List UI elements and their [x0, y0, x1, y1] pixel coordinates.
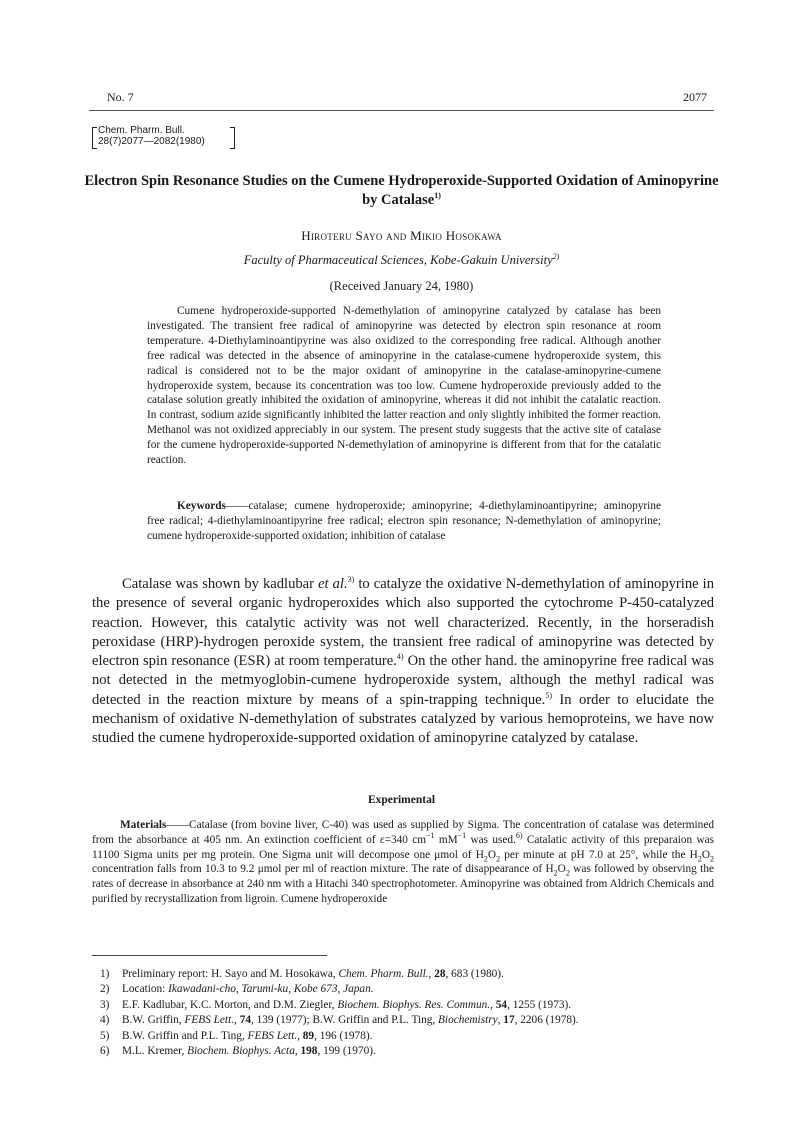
materials-ref-6: 6): [515, 831, 523, 841]
footnote-rest: , 196 (1978).: [314, 1029, 373, 1042]
footnote-volume-2: 17: [503, 1014, 515, 1027]
footnote-item: 1) Preliminary report: H. Sayo and M. Hosokawa, Chem. Pharm. Bull., 28, 683 (1980).: [100, 967, 579, 982]
footnote-number: 5): [100, 1029, 110, 1042]
footnote-item: 3) E.F. Kadlubar, K.C. Morton, and D.M. Ziegler, Biochem. Biophys. Res. Commun., 54, 1255 (1973).: [100, 998, 579, 1013]
footnote-number: 3): [100, 998, 110, 1011]
materials-paragraph: [92, 818, 714, 907]
footnote-volume: 198: [300, 1045, 318, 1058]
intro-text-3: On the other hand. the aminopyrine free radical was not detected in the metmyoglobin-cumene hydroperoxide system, although the methyl radical was detected in the reaction mixture by means of a spin-trapping technique.: [92, 653, 714, 708]
citation-bracket-right: [230, 127, 235, 149]
footnote-item: [100, 982, 579, 997]
footnote-item: 4) B.W. Griffin, FEBS Lett., 74, 139 (1977); B.W. Griffin and P.L. Ting, Biochemistry, 17, 2206 (1978).: [100, 1013, 579, 1028]
materials-text-1: ——Catalase (from bovine liver, C-40) was used as supplied by Sigma. The concentration of catalase was determined from the absorbance at 405 nm. An extinction coefficient of ε=340 cm: [92, 819, 714, 846]
footnote-item: 5) B.W. Griffin and P.L. Ting, FEBS Lett., 89, 196 (1978).: [100, 1029, 579, 1044]
materials-text-4: Catalatic activity of this preparaion was 11100 Sigma units per mg protein. One Sigma unit will decompose one μmol of H: [92, 833, 715, 861]
intro-ref-4: 4): [396, 652, 404, 662]
footnote-authors: M.L. Kremer,: [122, 1045, 188, 1058]
footnote-journal: FEBS Lett.: [247, 1029, 298, 1042]
journal-citation: [92, 125, 205, 147]
footnote-number: 1): [100, 968, 110, 980]
citation-bracket-left: [92, 127, 97, 149]
materials-sub-2: 2: [496, 853, 501, 863]
materials-sub-4: 2: [710, 853, 714, 863]
footnote-authors: Location:: [122, 983, 169, 996]
materials-label: Materials: [120, 819, 167, 831]
authors: Hiroteru Sayo and Mikio Hosokawa: [301, 228, 502, 243]
issue-number: No. 7: [107, 90, 134, 104]
materials-sub-5: 2: [553, 868, 558, 878]
citation-ref: 28(7)2077—2082(1980): [98, 136, 205, 147]
materials-text-2: mM: [434, 833, 458, 846]
affiliation-footnote-ref: 2): [552, 251, 560, 261]
footnote-journal: Biochem. Biophys. Acta: [187, 1045, 295, 1058]
materials-sup-2: −1: [457, 831, 467, 841]
section-heading-experimental: Experimental: [367, 794, 436, 806]
citation-journal: Chem. Pharm. Bull.: [98, 125, 185, 136]
footnote-volume: 74: [239, 1014, 251, 1027]
abstract: Cumene hydroperoxide-supported N-demethylation of aminopyrine catalyzed by catalase has been investigated. The transient free radical of aminopyrine was detected by electron spin resonance at room temperature. 4-Diethylaminoantipyrine was also oxidized to the corresponding free radical. Although another free radical was detected in the absence of aminopyrine in the catalase-cumene hydroperoxide system, this radical is considered not to be the major oxidant of aminopyrine in the catalase-aminopyrine-cumene hydroperoxide system, because its concentration was too low. Cumene hydroperoxide previously added to the catalase solution greatly inhibited the oxidation of aminopyrine, whereas it did not inhibit the catalatic reaction. In contrast, sodium azide significantly inhibited the latter reaction and only slightly inhibited the former reaction. Methanol was not oxidized appreciably in our system. The present study suggests that the active site of catalase for the cumene hydroperoxide-supported N-demethylation of aminopyrine is different from that for the catalatic reaction.: [147, 305, 661, 467]
footnote-number: 6): [100, 1045, 110, 1058]
materials-sub-1: 2: [483, 853, 488, 863]
footnote-journal: Ikawadani-cho, Tarumi-ku, Kobe 673, Japan.: [168, 983, 374, 996]
footnote-volume: 89: [302, 1029, 315, 1042]
intro-text-2: to catalyze the oxidative N-demethylation of aminopyrine in the presence of several organic hydroperoxides which also supported the cytochrome P-450-catalyzed reaction. However, this catalytic activity was not well characterized. Recently, in the horseradish peroxidase (HRP)-hydrogen peroxide system, the transient free radical of aminopyrine was detected by electron spin resonance (ESR) at room temperature.: [92, 576, 715, 670]
header-rule: [89, 110, 714, 111]
paper-title: [80, 172, 723, 210]
materials-text-3: was used.: [466, 833, 516, 846]
page-number: 2077: [683, 90, 707, 104]
footnote-rest: , 1255 (1973).: [507, 998, 572, 1011]
footnote-authors: E.F. Kadlubar, K.C. Morton, and D.M. Ziegler,: [122, 998, 338, 1011]
footnote-number: 4): [100, 1014, 110, 1027]
intro-text-1: Catalase was shown by kadlubar: [122, 576, 319, 592]
intro-et-al: et al.: [318, 576, 348, 592]
footnote-number: 2): [100, 983, 110, 996]
introduction-paragraph: [92, 575, 714, 749]
footnote-journal: Biochem. Biophys. Res. Commun.: [337, 998, 491, 1011]
footnote-authors: B.W. Griffin,: [122, 1014, 185, 1027]
footnote-rest: , 139 (1977); B.W. Griffin and P.L. Ting,: [250, 1014, 439, 1027]
intro-text-4: In order to elucidate the mechanism of oxidative N-demethylation of substrates catalyzed by various hemoproteins, we have now studied the cumene hydroperoxide-supported oxidation of aminopyrine catalyzed by catalase.: [92, 691, 714, 747]
materials-text-7: O: [701, 848, 710, 861]
footnote-rule: [92, 955, 327, 956]
materials-text-5: O: [487, 848, 497, 861]
footnote-authors: Preliminary report: H. Sayo and M. Hosokawa,: [122, 968, 339, 980]
footnote-journal-2: Biochemistry: [438, 1014, 498, 1027]
keywords: [147, 499, 661, 544]
materials-sub-6: 2: [565, 868, 570, 878]
materials-text-9: O: [557, 863, 566, 876]
footnote-journal: Chem. Pharm. Bull.: [338, 968, 429, 980]
footnotes: [100, 967, 579, 1059]
received-date: (Received January 24, 1980): [329, 279, 474, 293]
footnote-authors: B.W. Griffin and P.L. Ting,: [122, 1029, 248, 1042]
title-text: Electron Spin Resonance Studies on the Cumene Hydroperoxide-Supported Oxidation of Aminopyrine by Catalase: [84, 173, 719, 208]
affiliation-text: Faculty of Pharmaceutical Sciences, Kobe-Gakuin University: [243, 253, 553, 267]
materials-sup-1: −1: [426, 831, 435, 841]
footnote-volume: 54: [495, 998, 508, 1011]
keywords-text: ——catalase; cumene hydroperoxide; aminopyrine; 4-diethylaminoantipyrine; aminopyrine free radical; 4-diethylaminoantipyrine free radical; electron spin resonance; N-demethylation of aminopyrine; cumene hydroperoxide-supported oxidation; inhibition of catalase: [147, 500, 661, 542]
footnote-volume: 28: [434, 968, 446, 980]
materials-text-6: per minute at pH 7.0 at 25°, while the H: [500, 848, 698, 861]
affiliation: [80, 253, 723, 268]
materials-text-8: concentration falls from 10.3 to 9.2 μmol per ml of reaction mixture. The rate of disappearance of H: [92, 863, 554, 876]
materials-text-10: was followed by observing the rates of decrease in absorbance at 240 nm with a Hitachi 340 spectrophotometer. Aminopyrine was obtained from Aldrich Chemicals and purified by recrystallization from ligroin. Cumene hydroperoxide: [92, 863, 714, 905]
footnote-item: 6) M.L. Kremer, Biochem. Biophys. Acta, 198, 199 (1970).: [100, 1044, 579, 1059]
intro-ref-5: 5): [545, 690, 552, 700]
materials-sub-3: 2: [697, 853, 702, 863]
keywords-label: Keywords: [177, 500, 226, 512]
footnote-journal: FEBS Lett.: [184, 1014, 235, 1027]
footnote-rest-2: , 2206 (1978).: [514, 1014, 579, 1027]
intro-ref-3: 3): [347, 575, 355, 585]
title-footnote-ref: 1): [434, 191, 441, 201]
footnote-rest: , 683 (1980).: [445, 968, 504, 980]
footnote-rest: , 199 (1970).: [317, 1045, 376, 1058]
